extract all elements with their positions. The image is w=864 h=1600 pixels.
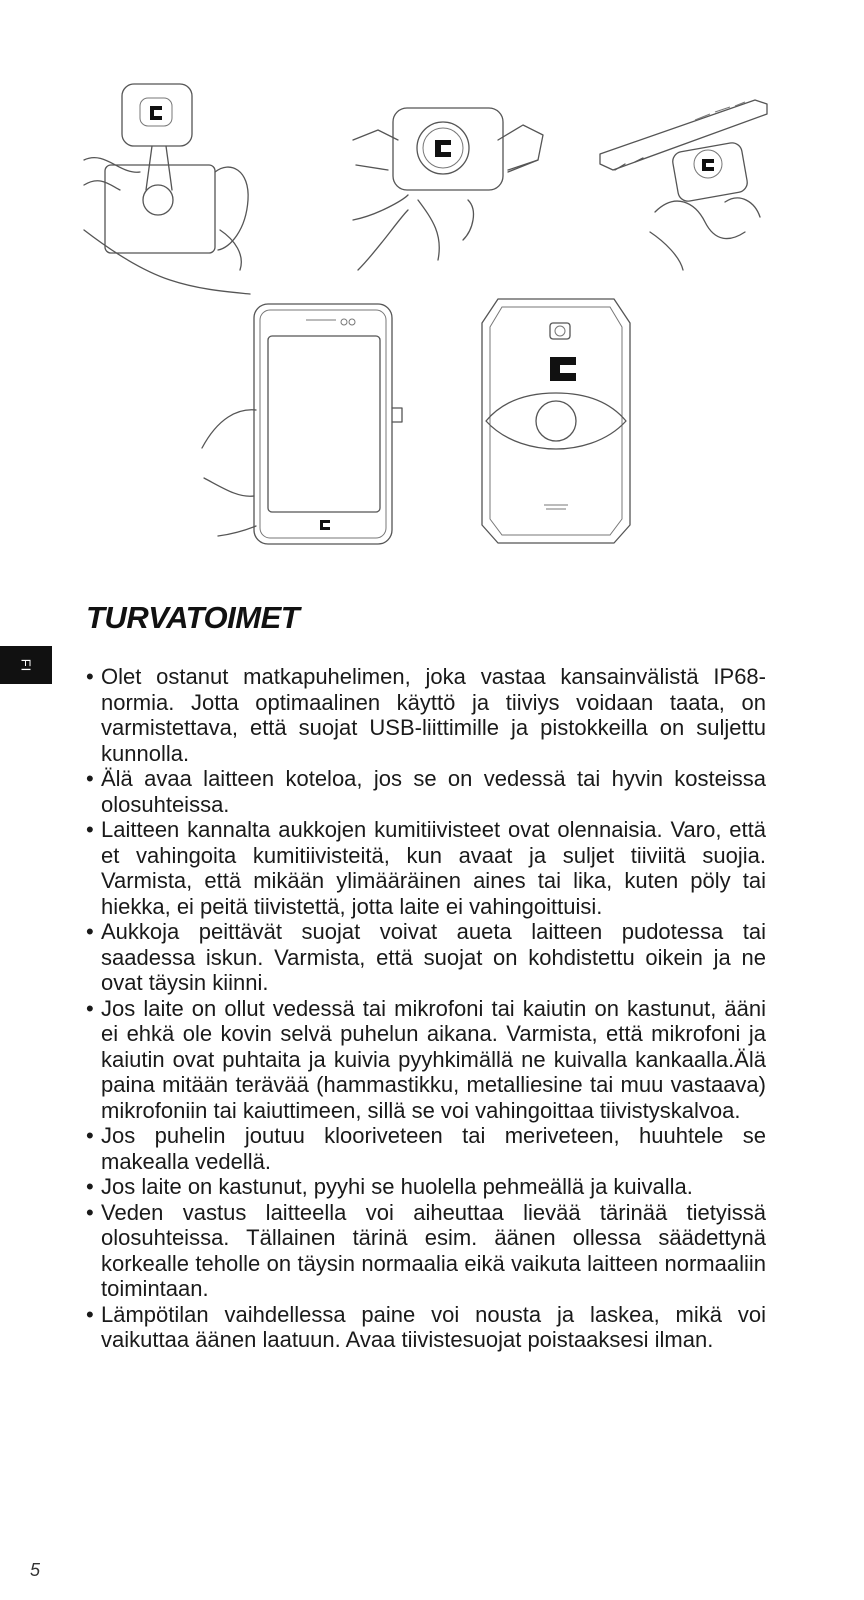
illustration-phone-front: [198, 298, 408, 550]
bullet-item: • Olet ostanut matkapuhelimen, joka vastaa kansainvälistä IP68-normia. Jotta optimaalinen käyttö ja tiiviys voidaan taata, on varmistettava, että suojat USB-liittimille ja pistokkeilla on suljettu kunnolla.: [86, 664, 766, 766]
illustration-strap-mount: [348, 100, 548, 275]
page-number: 5: [30, 1560, 41, 1580]
bullet-item: • Jos laite on ollut vedessä tai mikrofoni tai kaiutin on kastunut, ääni ei ehkä ole kovin selvä puhelun aikana. Varmista, että mikrofoni ja kaiutin ovat puhtaita ja kuivia pyyhkimällä ne kuivalla kankaalla.Älä paina mitään terävää (hammastikku, metalliesine tai muu vastaava) mikrofoniin tai kaiuttimeen, sillä se voi vahingoittaa tiivistyskalvoa.: [86, 996, 766, 1124]
bullet-item: • Lämpötilan vaihdellessa paine voi nousta ja laskea, mikä voi vaikuttaa äänen laatuun. Avaa tiivistesuojat poistaaksesi ilman.: [86, 1302, 766, 1353]
safety-bullet-list: [86, 664, 766, 1353]
bullet-item: • Jos puhelin joutuu klooriveteen tai meriveteen, huuhtele se makealla vedellä.: [86, 1123, 766, 1174]
illustration-phone-click: [595, 92, 770, 272]
bullet-item: • Veden vastus laitteella voi aiheuttaa lievää tärinää tietyissä olosuhteissa. Tällainen tärinä esim. äänen ollessa säädettynä korkealle teholle on täysin normaalia eikä vaikuta laitteen normaaliin toimintaan.: [86, 1200, 766, 1302]
illustration-phone-back: [476, 293, 636, 549]
language-tab-label: FI: [18, 658, 34, 672]
bullet-item: • Aukkoja peittävät suojat voivat aueta laitteen pudotessa tai saadessa iskun. Varmista, että suojat on kohdistettu oikein ja ne ovat täysin kiinni.: [86, 919, 766, 996]
bullet-item: • Älä avaa laitteen koteloa, jos se on vedessä tai hyvin kosteissa olosuhteissa.: [86, 766, 766, 817]
language-tab: [0, 646, 52, 684]
section-title: TURVATOIMET: [86, 600, 300, 635]
illustration-mount-attach: [80, 80, 255, 300]
bullet-item: • Jos laite on kastunut, pyyhi se huolella pehmeällä ja kuivalla.: [86, 1174, 766, 1200]
mount-illustrations: [0, 0, 864, 570]
bullet-item: • Laitteen kannalta aukkojen kumitiivisteet ovat olennaisia. Varo, että et vahingoita kumitiivisteitä, kun avaat ja suljet tiiviitä suojia. Varmista, että mikään ylimääräinen aines tai lika, kuten pöly tai hiekka, ei peitä tiivistettä, jotta laite ei vahingoittuisi.: [86, 817, 766, 919]
